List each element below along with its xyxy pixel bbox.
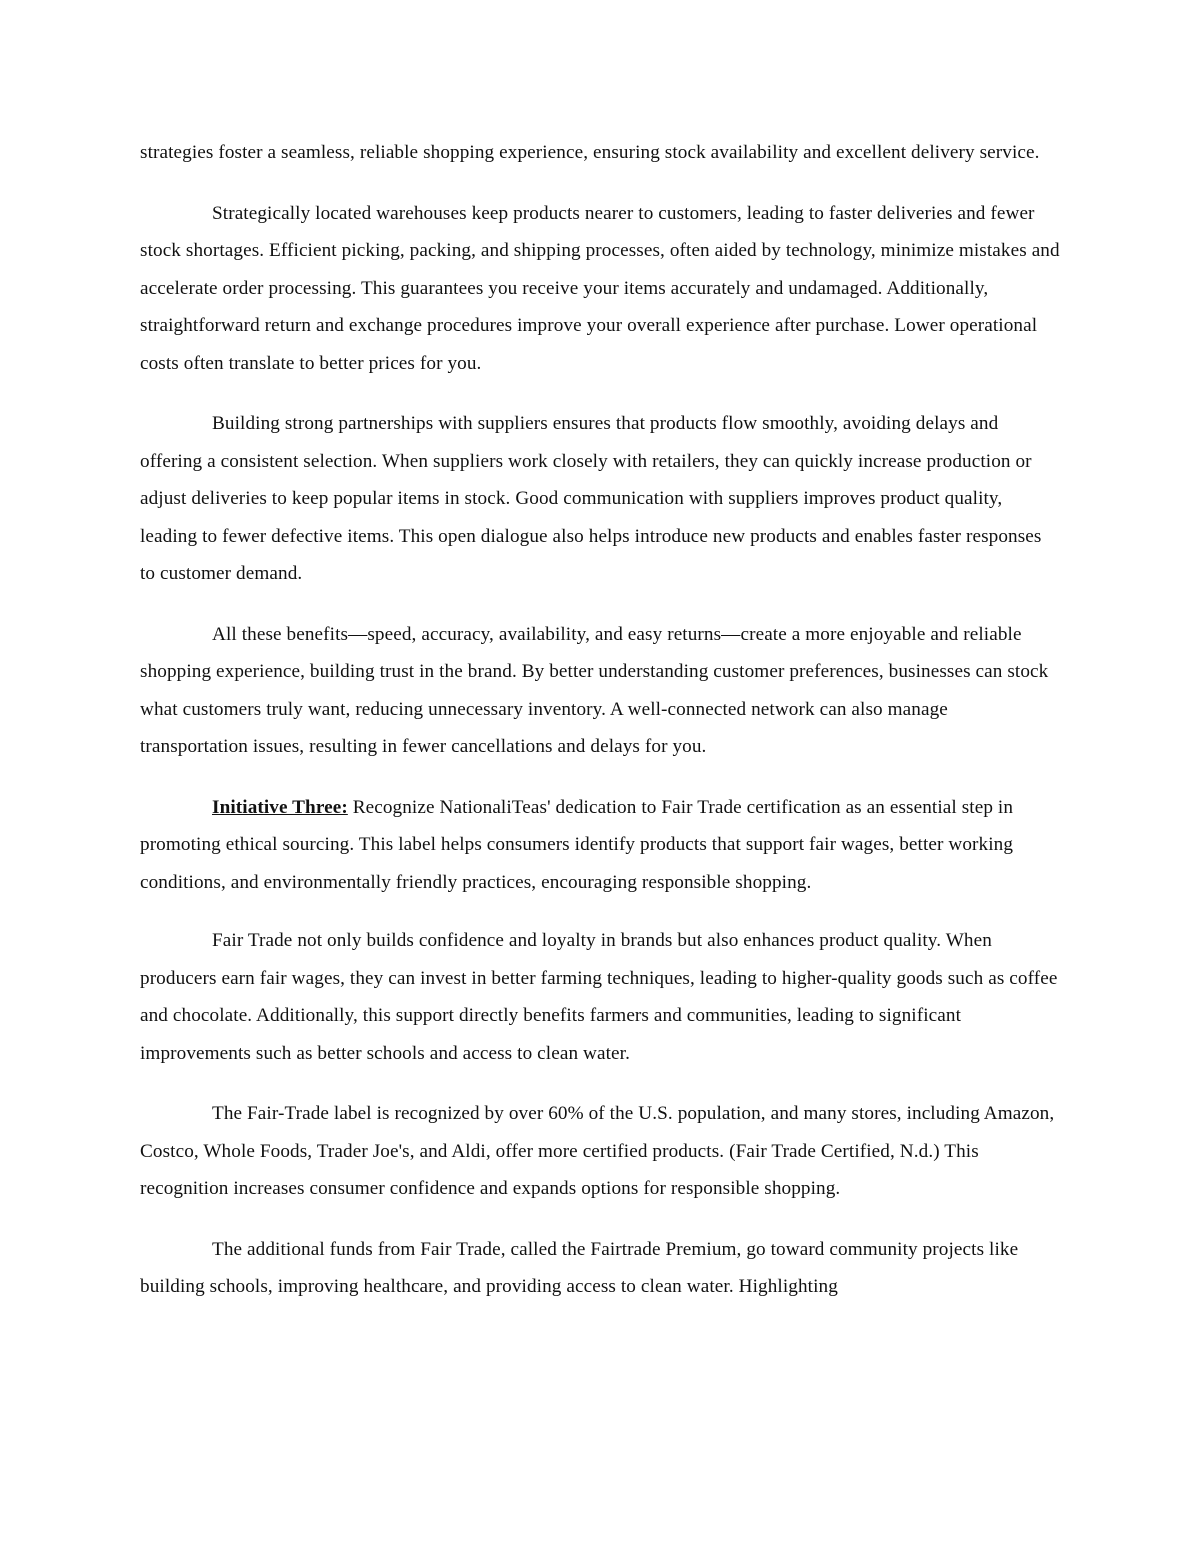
document-body [140, 134, 1060, 1329]
paragraph-fair-trade-quality [140, 922, 1060, 1072]
paragraph-text: Strategically located warehouses keep products nearer to customers, leading to faster deliveries and fewer stock shortages. Efficient picking, packing, and shipping processes, often aided by technology, minimize mistakes and accelerate order processing. This guarantees you receive your items accurately and undamaged. Additionally, straightforward return and exchange procedures improve your overall experience after purchase. Lower operational costs often translate to better prices for you. [140, 202, 1060, 374]
paragraph-initiative-three [140, 789, 1060, 902]
paragraph-supplier-partnerships [140, 405, 1060, 593]
paragraph-text: Recognize NationaliTeas' dedication to Fair Trade certification as an essential step in promoting ethical sourcing. This label helps consumers identify products that support fair wages, better working conditions, and environmentally friendly practices, encouraging responsible shopping. [140, 796, 1014, 893]
paragraph-text: Fair Trade not only builds confidence and loyalty in brands but also enhances product quality. When producers earn fair wages, they can invest in better farming techniques, leading to higher-quality goods such as coffee and chocolate. Additionally, this support directly benefits farmers and communities, leading to significant improvements such as better schools and access to clean water. [140, 930, 1058, 1064]
paragraph-text: The Fair-Trade label is recognized by over 60% of the U.S. population, and many stores, including Amazon, Costco, Whole Foods, Trader Joe's, and Aldi, offer more certified products. (Fair Trade Certified, N.d.) This recognition increases consumer confidence and expands options for responsible shopping. [140, 1103, 1055, 1199]
initiative-three-heading: Initiative Three: [212, 796, 348, 818]
paragraph-text: strategies foster a seamless, reliable shopping experience, ensuring stock availability and excellent delivery service. [140, 142, 1040, 163]
paragraph-continuation [140, 134, 1060, 172]
paragraph-fair-trade-label [140, 1095, 1060, 1208]
paragraph-text: All these benefits—speed, accuracy, availability, and easy returns—create a more enjoyable and reliable shopping experience, building trust in the brand. By better understanding customer preferences, businesses can stock what customers truly want, reducing unnecessary inventory. A well-connected network can also manage transportation issues, resulting in fewer cancellations and delays for you. [140, 623, 1049, 757]
paragraph-fairtrade-premium [140, 1231, 1060, 1306]
paragraph-text: Building strong partnerships with suppliers ensures that products flow smoothly, avoiding delays and offering a consistent selection. When suppliers work closely with retailers, they can quickly increase production or adjust deliveries to keep popular items in stock. Good communication with suppliers improves product quality, leading to fewer defective items. This open dialogue also helps introduce new products and enables faster responses to customer demand. [140, 413, 1042, 584]
paragraph-text: The additional funds from Fair Trade, called the Fairtrade Premium, go toward community projects like building schools, improving healthcare, and providing access to clean water. Highlighting [140, 1238, 1019, 1297]
paragraph-warehouses [140, 195, 1060, 383]
paragraph-benefits [140, 616, 1060, 766]
